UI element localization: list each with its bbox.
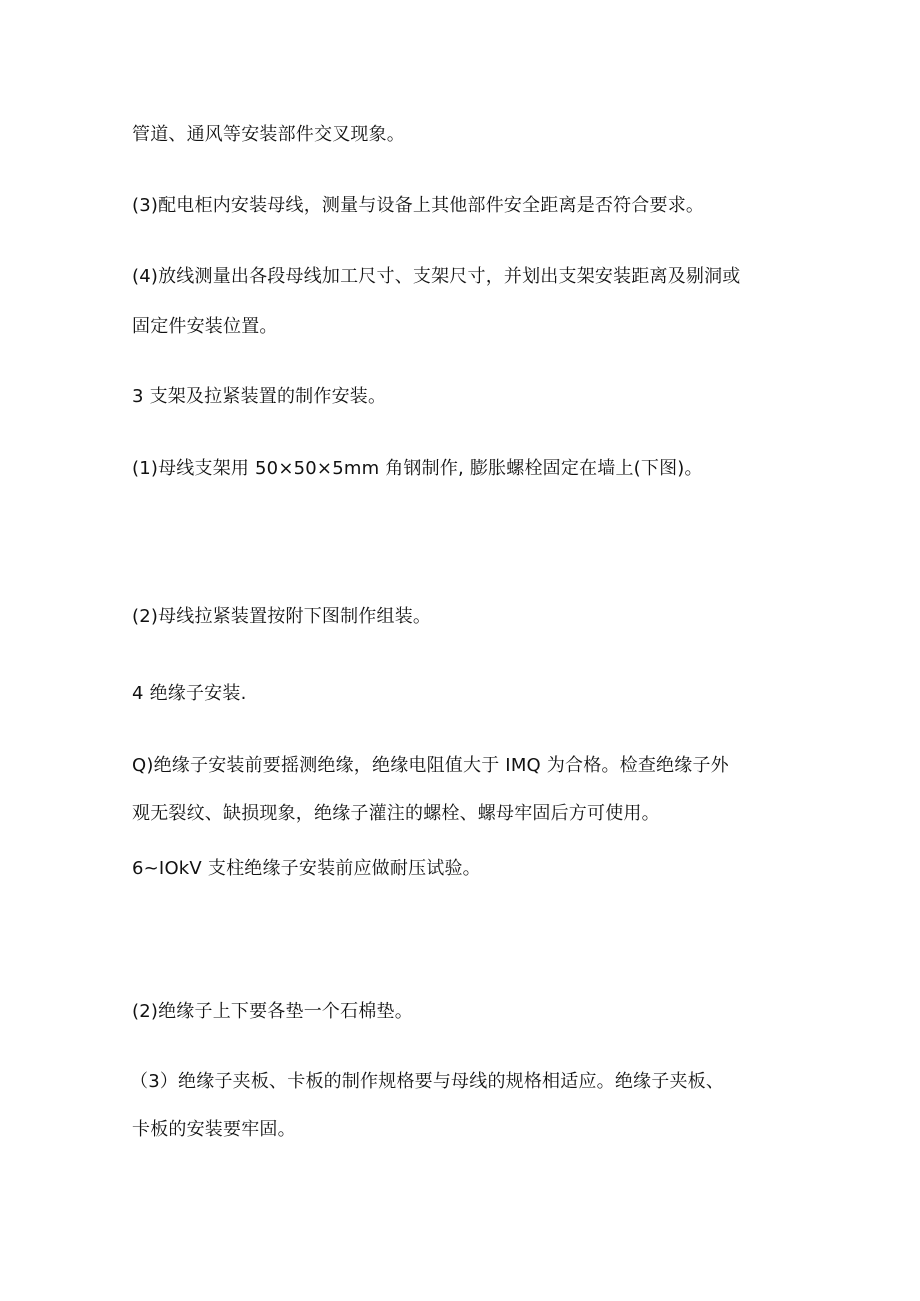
paragraph-line: (2)母线拉紧装置按附下图制作组装。 — [132, 606, 432, 627]
section-heading: 3 支架及拉紧装置的制作安装。 — [132, 386, 387, 407]
paragraph-line: (3)配电柜内安装母线，测量与设备上其他部件安全距离是否符合要求。 — [132, 195, 705, 216]
paragraph-line: 卡板的安装要牢固。 — [132, 1119, 296, 1140]
paragraph-line: Q)绝缘子安装前要摇测绝缘，绝缘电阻值大于 IMQ 为合格。检查绝缘子外 — [132, 755, 729, 776]
paragraph-line: (4)放线测量出各段母线加工尺寸、支架尺寸，并划出支架安装距离及剔洞或 — [132, 266, 741, 287]
paragraph-line: (2)绝缘子上下要各垫一个石棉垫。 — [132, 1001, 413, 1022]
paragraph-line: 固定件安装位置。 — [132, 316, 278, 337]
paragraph-line: （3）绝缘子夹板、卡板的制作规格要与母线的规格相适应。绝缘子夹板、 — [130, 1071, 725, 1092]
paragraph-line: 管道、通风等安装部件交叉现象。 — [132, 124, 405, 145]
paragraph-line: 6~IOkV 支柱绝缘子安装前应做耐压试验。 — [132, 858, 481, 879]
paragraph-line: (1)母线支架用 50×50×5mm 角钢制作, 膨胀螺栓固定在墙上(下图)。 — [132, 458, 703, 479]
section-heading: 4 绝缘子安装. — [132, 683, 247, 704]
paragraph-line: 观无裂纹、缺损现象，绝缘子灌注的螺栓、螺母牢固后方可使用。 — [132, 803, 660, 824]
